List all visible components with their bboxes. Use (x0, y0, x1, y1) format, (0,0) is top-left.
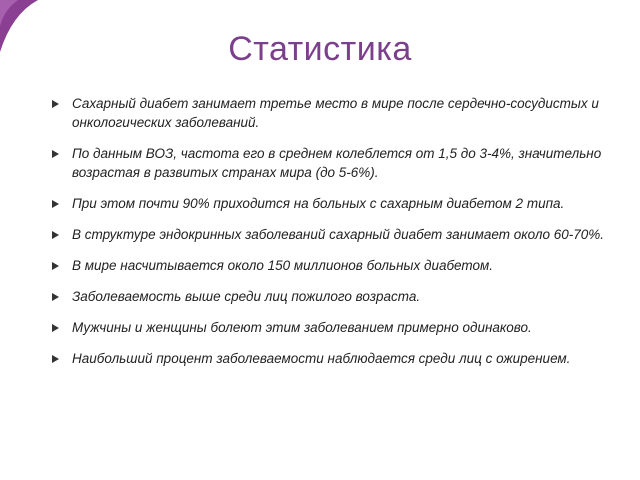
bullet-arrow-icon (52, 262, 59, 270)
slide-title: Статистика (228, 30, 412, 68)
bullet-text: Мужчины и женщины болеют этим заболеванием примерно одинаково. (72, 320, 532, 335)
list-item (48, 318, 618, 337)
bullet-arrow-icon (52, 150, 59, 158)
bullet-text: В мире насчитывается около 150 миллионов больных диабетом. (72, 258, 494, 273)
bullet-arrow-icon (52, 355, 59, 363)
bullet-text: При этом почти 90% приходится на больных с сахарным диабетом 2 типа. (72, 196, 565, 211)
bullet-arrow-icon (52, 324, 59, 332)
bullet-arrow-icon (52, 231, 59, 239)
list-item (48, 94, 618, 132)
list-item (48, 349, 618, 368)
bullet-text: Наибольший процент заболеваемости наблюдается среди лиц с ожирением. (72, 351, 571, 366)
bullet-text: По данным ВОЗ, частота его в среднем колеблется от 1,5 до 3-4%, значительно возрастая в развитых странах мира (до 5-6%). (72, 146, 602, 180)
bullet-text: Заболеваемость выше среди лиц пожилого возраста. (72, 289, 421, 304)
bullet-arrow-icon (52, 100, 59, 108)
bullet-arrow-icon (52, 293, 59, 301)
list-item (48, 256, 618, 275)
list-item (48, 144, 618, 182)
bullet-text: Сахарный диабет занимает третье место в мире после сердечно-сосудистых и онкологических заболеваний. (72, 96, 599, 130)
bullet-list (48, 94, 618, 380)
list-item (48, 225, 618, 244)
bullet-text: В структуре эндокринных заболеваний сахарный диабет занимает около 60-70%. (72, 227, 604, 242)
bullet-arrow-icon (52, 200, 59, 208)
list-item (48, 287, 618, 306)
list-item (48, 194, 618, 213)
